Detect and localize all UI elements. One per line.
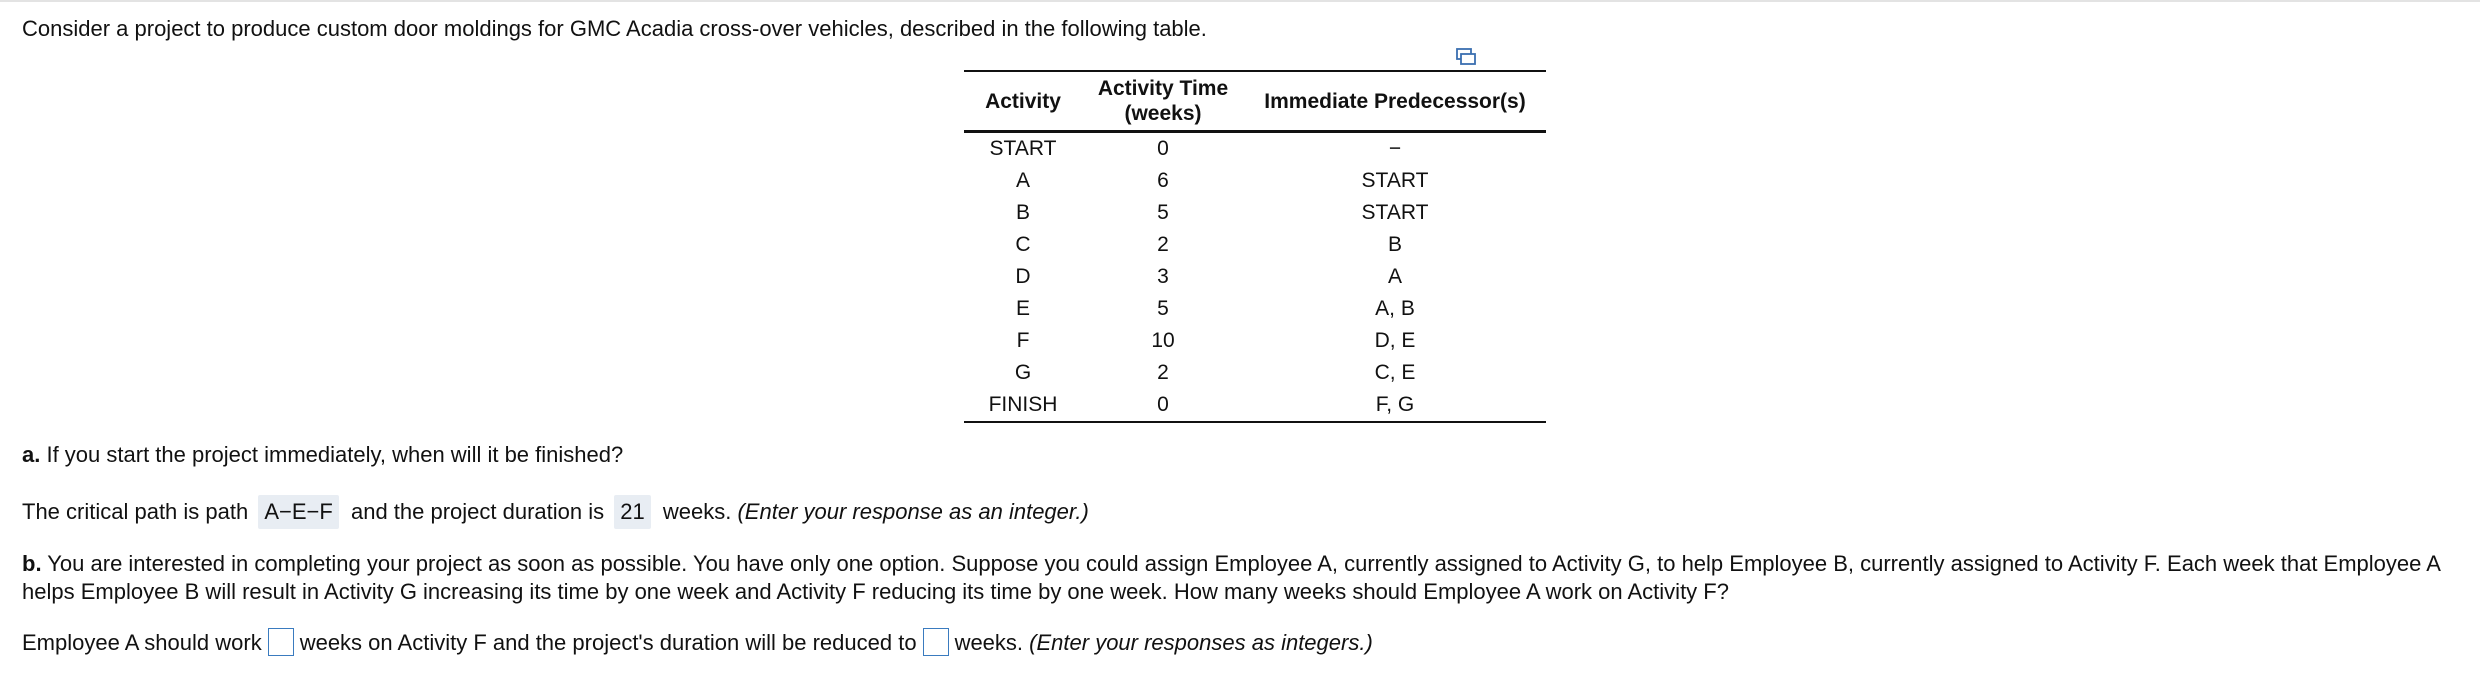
cell-predecessor: − [1388, 137, 1402, 160]
cell-time: 2 [1157, 233, 1169, 256]
table-row [964, 165, 1546, 197]
table-header-row [964, 71, 1546, 132]
cell-predecessor: C, E [1374, 361, 1416, 384]
part-a-answer [22, 495, 1089, 529]
cell-predecessor: A, B [1375, 297, 1415, 320]
table-row [964, 357, 1546, 389]
cell-activity: D [1015, 265, 1031, 288]
part-a-answer-suffix: weeks. [662, 499, 732, 524]
header-time-line2: (weeks) [1124, 102, 1202, 125]
cell-predecessor: D, E [1374, 329, 1416, 352]
part-b-question [22, 550, 2462, 606]
top-divider [0, 0, 2480, 2]
cell-activity: F [1016, 329, 1030, 352]
part-b-answer-middle: weeks on Activity F and the project's duration will be reduced to [299, 630, 917, 655]
critical-path-answer[interactable]: A−E−F [258, 495, 338, 529]
duration-answer[interactable]: 21 [614, 495, 650, 529]
cell-time: 5 [1157, 297, 1169, 320]
cell-time: 2 [1157, 361, 1169, 384]
reduced-duration-input[interactable] [923, 628, 949, 656]
part-b-answer [22, 629, 1373, 657]
header-time-line1: Activity Time [1097, 77, 1229, 100]
header-activity: Activity [985, 89, 1061, 113]
table-row [964, 325, 1546, 357]
part-b-answer-prefix: Employee A should work [22, 630, 262, 655]
cell-activity: START [989, 137, 1057, 160]
table-row [964, 261, 1546, 293]
cell-predecessor: START [1361, 201, 1429, 224]
table-row [964, 132, 1546, 166]
cell-activity: G [1014, 361, 1032, 384]
activity-table [964, 70, 1546, 423]
expand-table-icon[interactable] [1456, 47, 1476, 65]
cell-activity: E [1015, 297, 1030, 320]
cell-time: 5 [1157, 201, 1169, 224]
cell-time: 6 [1157, 169, 1169, 192]
cell-activity: C [1015, 233, 1031, 256]
weeks-on-f-input[interactable] [268, 628, 294, 656]
cell-predecessor: START [1361, 169, 1429, 192]
part-a-hint: (Enter your response as an integer.) [737, 499, 1089, 524]
part-b-answer-suffix: weeks. [954, 630, 1024, 655]
cell-time: 0 [1157, 137, 1169, 160]
cell-time: 3 [1157, 265, 1169, 288]
part-a-question [22, 441, 623, 469]
table-row [964, 293, 1546, 325]
cell-predecessor: F, G [1375, 393, 1415, 416]
table-row [964, 197, 1546, 229]
table-row [964, 229, 1546, 261]
table-row [964, 389, 1546, 422]
header-predecessor: Immediate Predecessor(s) [1264, 89, 1526, 113]
part-a-question-text: If you start the project immediately, when will it be finished? [40, 442, 624, 467]
cell-predecessor: B [1387, 233, 1402, 256]
part-a-answer-middle: and the project duration is [350, 499, 605, 524]
cell-time: 10 [1151, 329, 1175, 352]
intro-text: Consider a project to produce custom door moldings for GMC Acadia cross-over vehicles, described in the following table. [22, 16, 1207, 41]
cell-activity: A [1015, 169, 1030, 192]
cell-predecessor: A [1387, 265, 1402, 288]
cell-activity: FINISH [988, 393, 1058, 416]
cell-activity: B [1015, 201, 1030, 224]
part-a-label: a. [22, 442, 41, 467]
part-b-hint: (Enter your responses as integers.) [1029, 630, 1373, 655]
header-activity-time [1082, 71, 1244, 132]
part-a-answer-prefix: The critical path is path [22, 499, 249, 524]
cell-time: 0 [1157, 393, 1169, 416]
part-b-question-text: You are interested in completing your project as soon as possible. You have only one option. Suppose you could assign Employee A, currently assigned to Activity G, to help Employee B, currently assigned to Activity F. Each week that Employee A helps Employee B will result in Activity G increasing its time by one week and Activity F reducing its time by one week. How many weeks should Employee A work on Activity F? [22, 551, 2440, 604]
part-b-label: b. [22, 551, 42, 576]
